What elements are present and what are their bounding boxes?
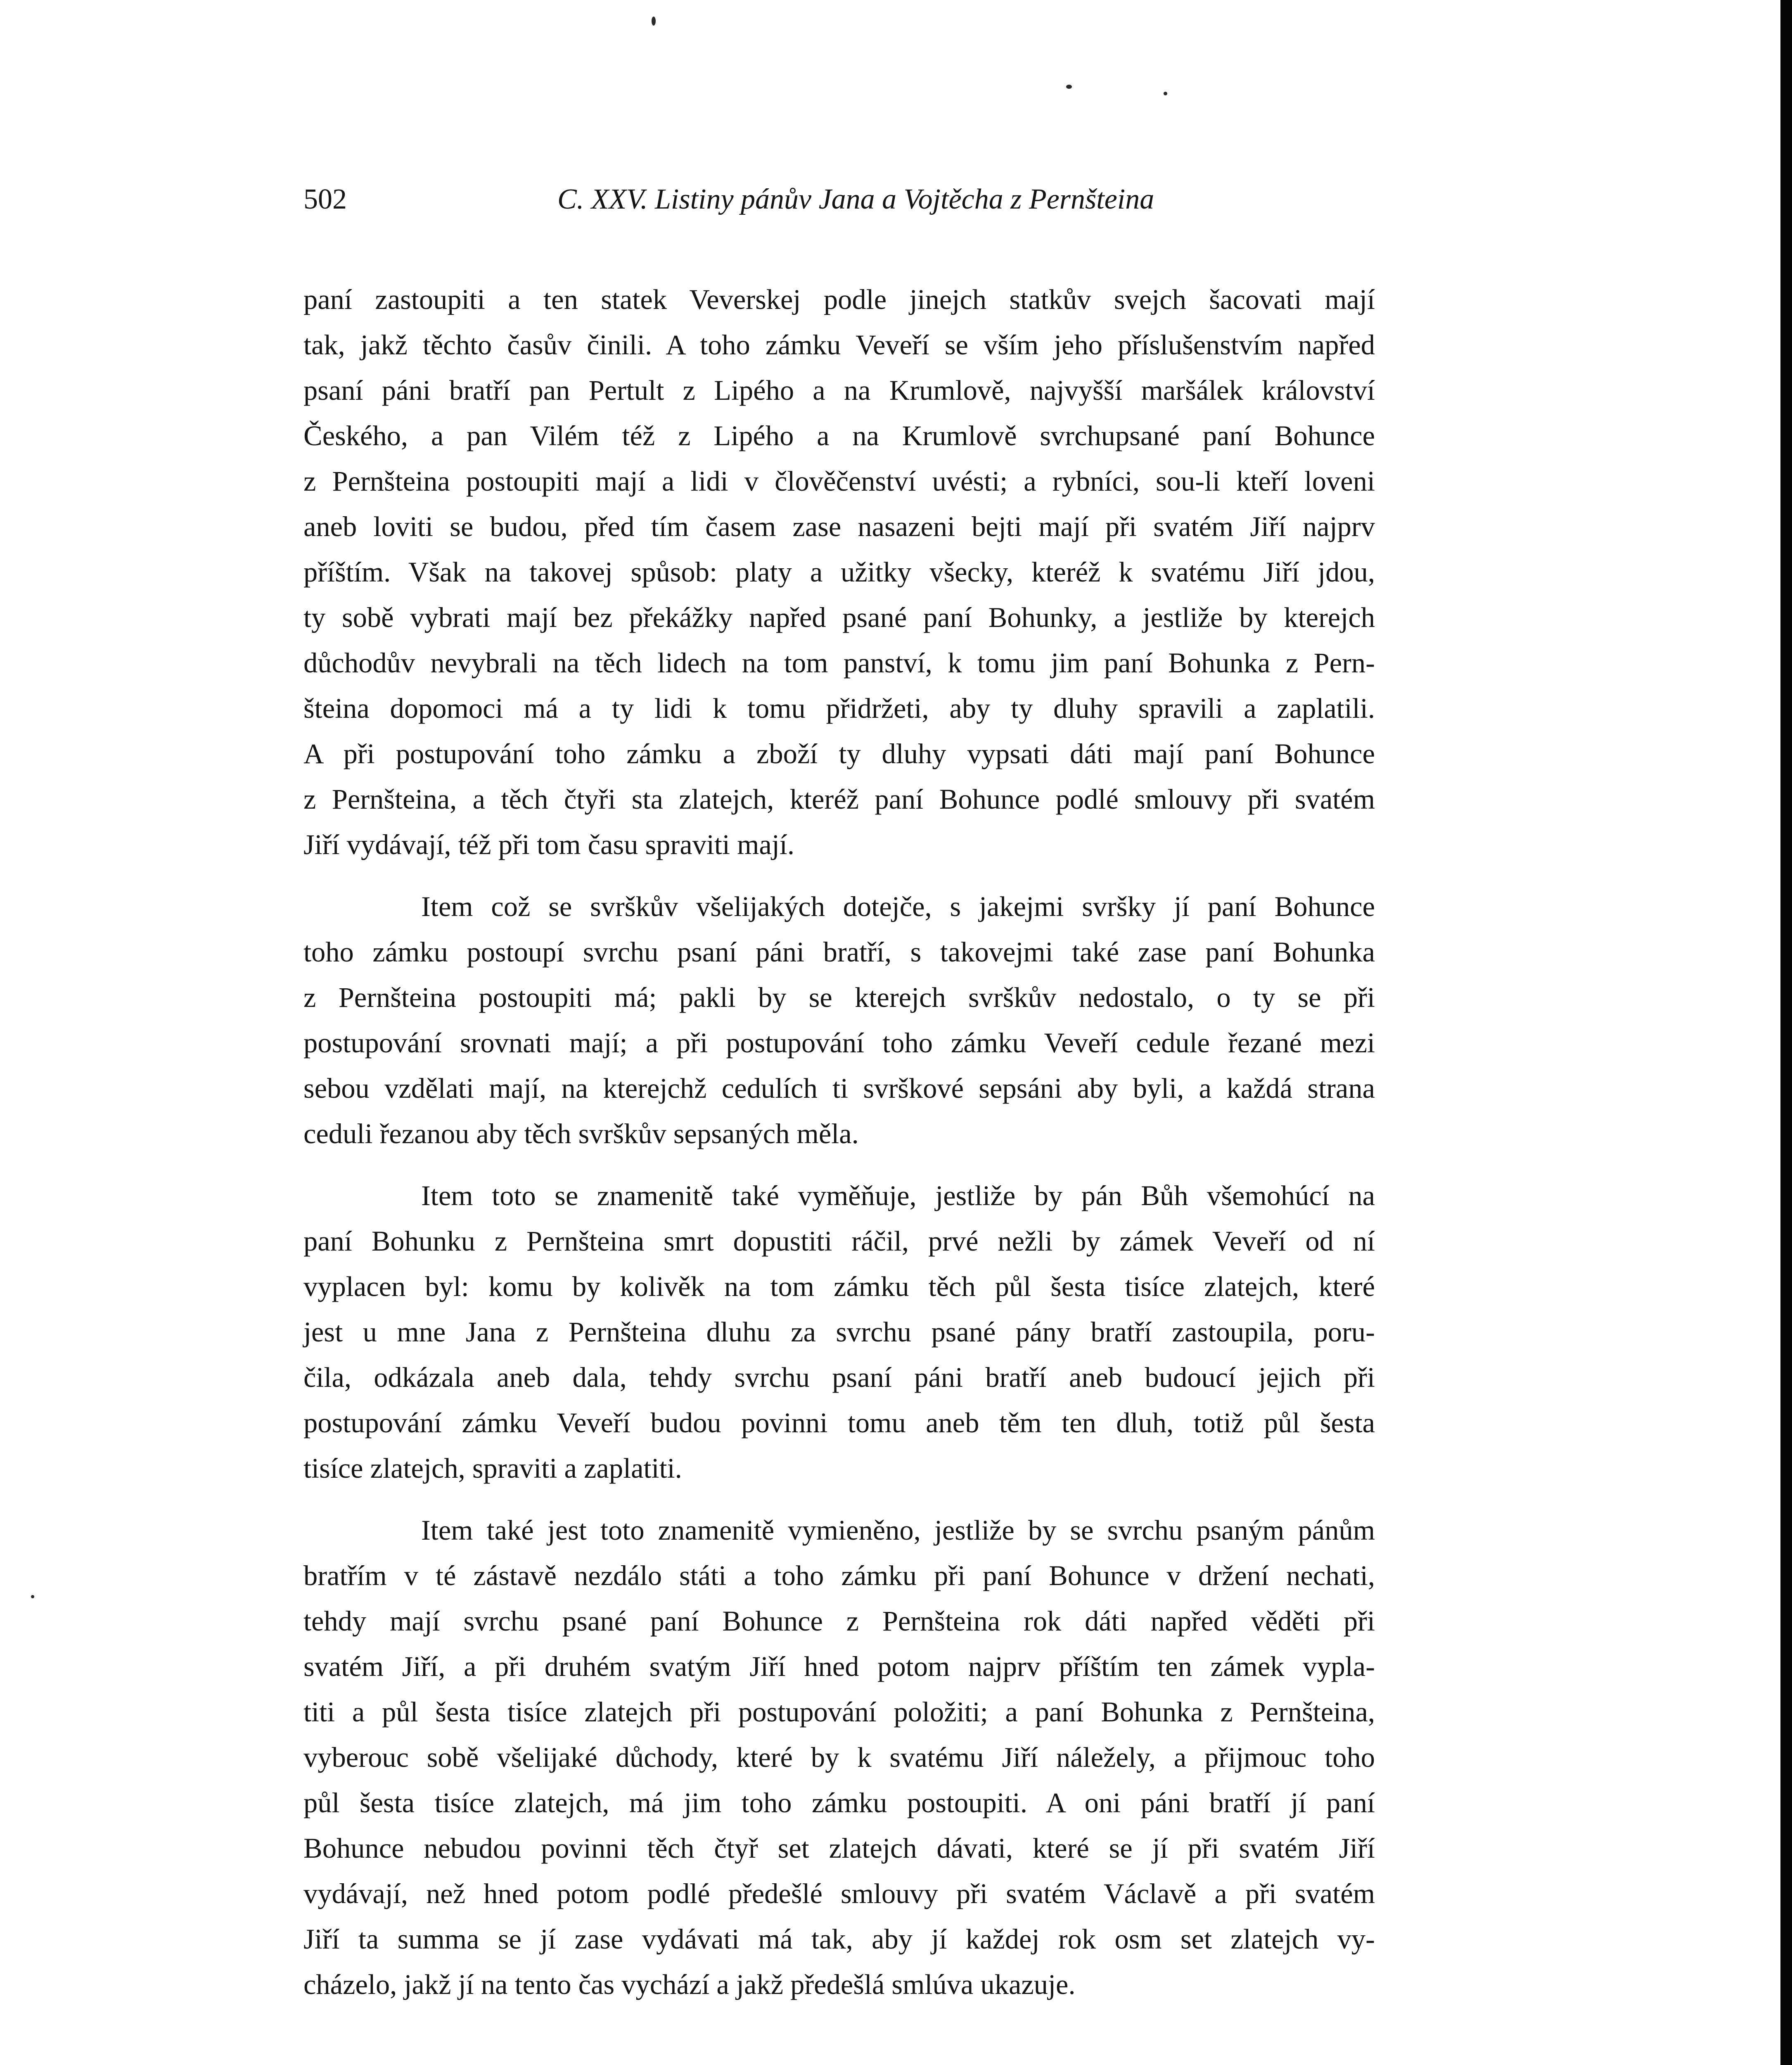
text-line: titi a půl šesta tisíce zlatejch při postupování položiti; a paní Bohunka z Pernšteina, [303, 1696, 1375, 1728]
text-line: tehdy mají svrchu psané paní Bohunce z Pernšteina rok dáti napřed věděti při [303, 1605, 1375, 1637]
text-line: půl šesta tisíce zlatejch, má jim toho zámku postoupiti. A oni páni bratří jí paní [303, 1787, 1375, 1818]
text-line: jest u mne Jana z Pernšteina dluhu za svrchu psané pány bratří zastoupila, poru- [303, 1316, 1375, 1348]
body-text [303, 277, 1375, 2007]
text-line: vyberouc sobě všelijaké důchody, které by k svatému Jiří náležely, a přijmouc toho [303, 1742, 1375, 1773]
text-line: postupování zámku Veveří budou povinni tomu aneb těm ten dluh, totiž půl šesta [303, 1407, 1375, 1438]
text-line: tak, jakž těchto časův činili. A toho zámku Veveří se vším jeho příslušenstvím napřed [303, 329, 1375, 361]
page-number: 502 [303, 183, 347, 215]
text-line: Item také jest toto znamenitě vymieněno, jestliže by se svrchu psaným pánům [421, 1514, 1375, 1546]
text-line: čila, odkázala aneb dala, tehdy svrchu psaní páni bratří aneb budoucí jejich při [303, 1362, 1375, 1393]
text-line: sebou vzdělati mají, na kterejchž cedulích ti svrškové sepsáni aby byli, a každá strana [303, 1073, 1375, 1104]
scan-speck [1164, 92, 1167, 95]
text-line: bratřím v té zástavě nezdálo státi a toho zámku při paní Bohunce v držení nechati, [303, 1560, 1375, 1591]
text-line: A při postupování toho zámku a zboží ty dluhy vypsati dáti mají paní Bohunce [303, 738, 1375, 769]
paragraph [303, 884, 1375, 1156]
text-line: příštím. Však na takovej spůsob: platy a užitky všecky, kteréž k svatému Jiří jdou, [303, 556, 1375, 588]
text-line: Českého, a pan Vilém též z Lipého a na Krumlově svrchupsané paní Bohunce [303, 420, 1375, 451]
text-line: Item toto se znamenitě také vyměňuje, jestliže by pán Bůh všemohúcí na [421, 1180, 1375, 1211]
text-line: tisíce zlatejch, spraviti a zaplatiti. [303, 1453, 682, 1484]
text-line: vyplacen byl: komu by kolivěk na tom zámku těch půl šesta tisíce zlatejch, které [303, 1271, 1375, 1302]
text-line: Jiří vydávají, též při tom času spraviti mají. [303, 829, 794, 860]
text-line: ceduli řezanou aby těch svrškův sepsaných měla. [303, 1118, 859, 1149]
text-line: Jiří ta summa se jí zase vydávati má tak, aby jí každej rok osm set zlatejch vy- [303, 1923, 1375, 1955]
text-line: z Pernšteina postoupiti mají a lidi v člověčenství uvésti; a rybníci, sou-li kteří loveni [303, 465, 1375, 497]
text-line: toho zámku postoupí svrchu psaní páni bratří, s takovejmi také zase paní Bohunka [303, 936, 1375, 968]
text-line: svatém Jiří, a při druhém svatým Jiří hned potom najprv příštím ten zámek vypla- [303, 1651, 1375, 1682]
text-line: psaní páni bratří pan Pertult z Lipého a na Krumlově, najvyšší maršálek království [303, 375, 1375, 406]
scan-speck [31, 1595, 34, 1598]
page [303, 180, 1375, 2007]
text-line: postupování srovnati mají; a při postupování toho zámku Veveří cedule řezané mezi [303, 1027, 1375, 1059]
scan-speck [1066, 85, 1072, 89]
running-head [303, 180, 1375, 219]
text-line: paní Bohunku z Pernšteina smrt dopustiti ráčil, prvé nežli by zámek Veveří od ní [303, 1225, 1375, 1257]
paragraph [303, 1173, 1375, 1491]
text-line: ty sobě vybrati mají bez překážky napřed psané paní Bohunky, a jestliže by kterejch [303, 602, 1375, 633]
text-line: aneb loviti se budou, před tím časem zase nasazeni bejti mají při svatém Jiří najprv [303, 511, 1375, 542]
text-line: Item což se svrškův všelijakých dotejče, s jakejmi svršky jí paní Bohunce [421, 891, 1375, 922]
text-line: z Pernšteina, a těch čtyři sta zlatejch, kteréž paní Bohunce podlé smlouvy při svatém [303, 783, 1375, 815]
text-line: paní zastoupiti a ten statek Veverskej podle jinejch statkův svejch šacovati mají [303, 284, 1375, 315]
text-line: cházelo, jakž jí na tento čas vychází a jakž předešlá smlúva ukazuje. [303, 1969, 1076, 2000]
scan-speck [652, 17, 656, 26]
paragraph [303, 1507, 1375, 2007]
chapter-title: C. XXV. Listiny pánův Jana a Vojtěcha z Pernšteina [557, 183, 1154, 215]
text-line: šteina dopomoci má a ty lidi k tomu přidržeti, aby ty dluhy spravili a zaplatili. [303, 693, 1375, 724]
text-line: Bohunce nebudou povinni těch čtyř set zlatejch dávati, které se jí při svatém Jiří [303, 1832, 1375, 1864]
text-line: z Pernšteina postoupiti má; pakli by se kterejch svrškův nedostalo, o ty se při [303, 982, 1375, 1013]
text-line: vydávají, než hned potom podlé předešlé smlouvy při svatém Václavě a při svatém [303, 1878, 1375, 1909]
text-line: důchodův nevybrali na těch lidech na tom panství, k tomu jim paní Bohunka z Pern- [303, 647, 1375, 679]
paragraph [303, 277, 1375, 867]
